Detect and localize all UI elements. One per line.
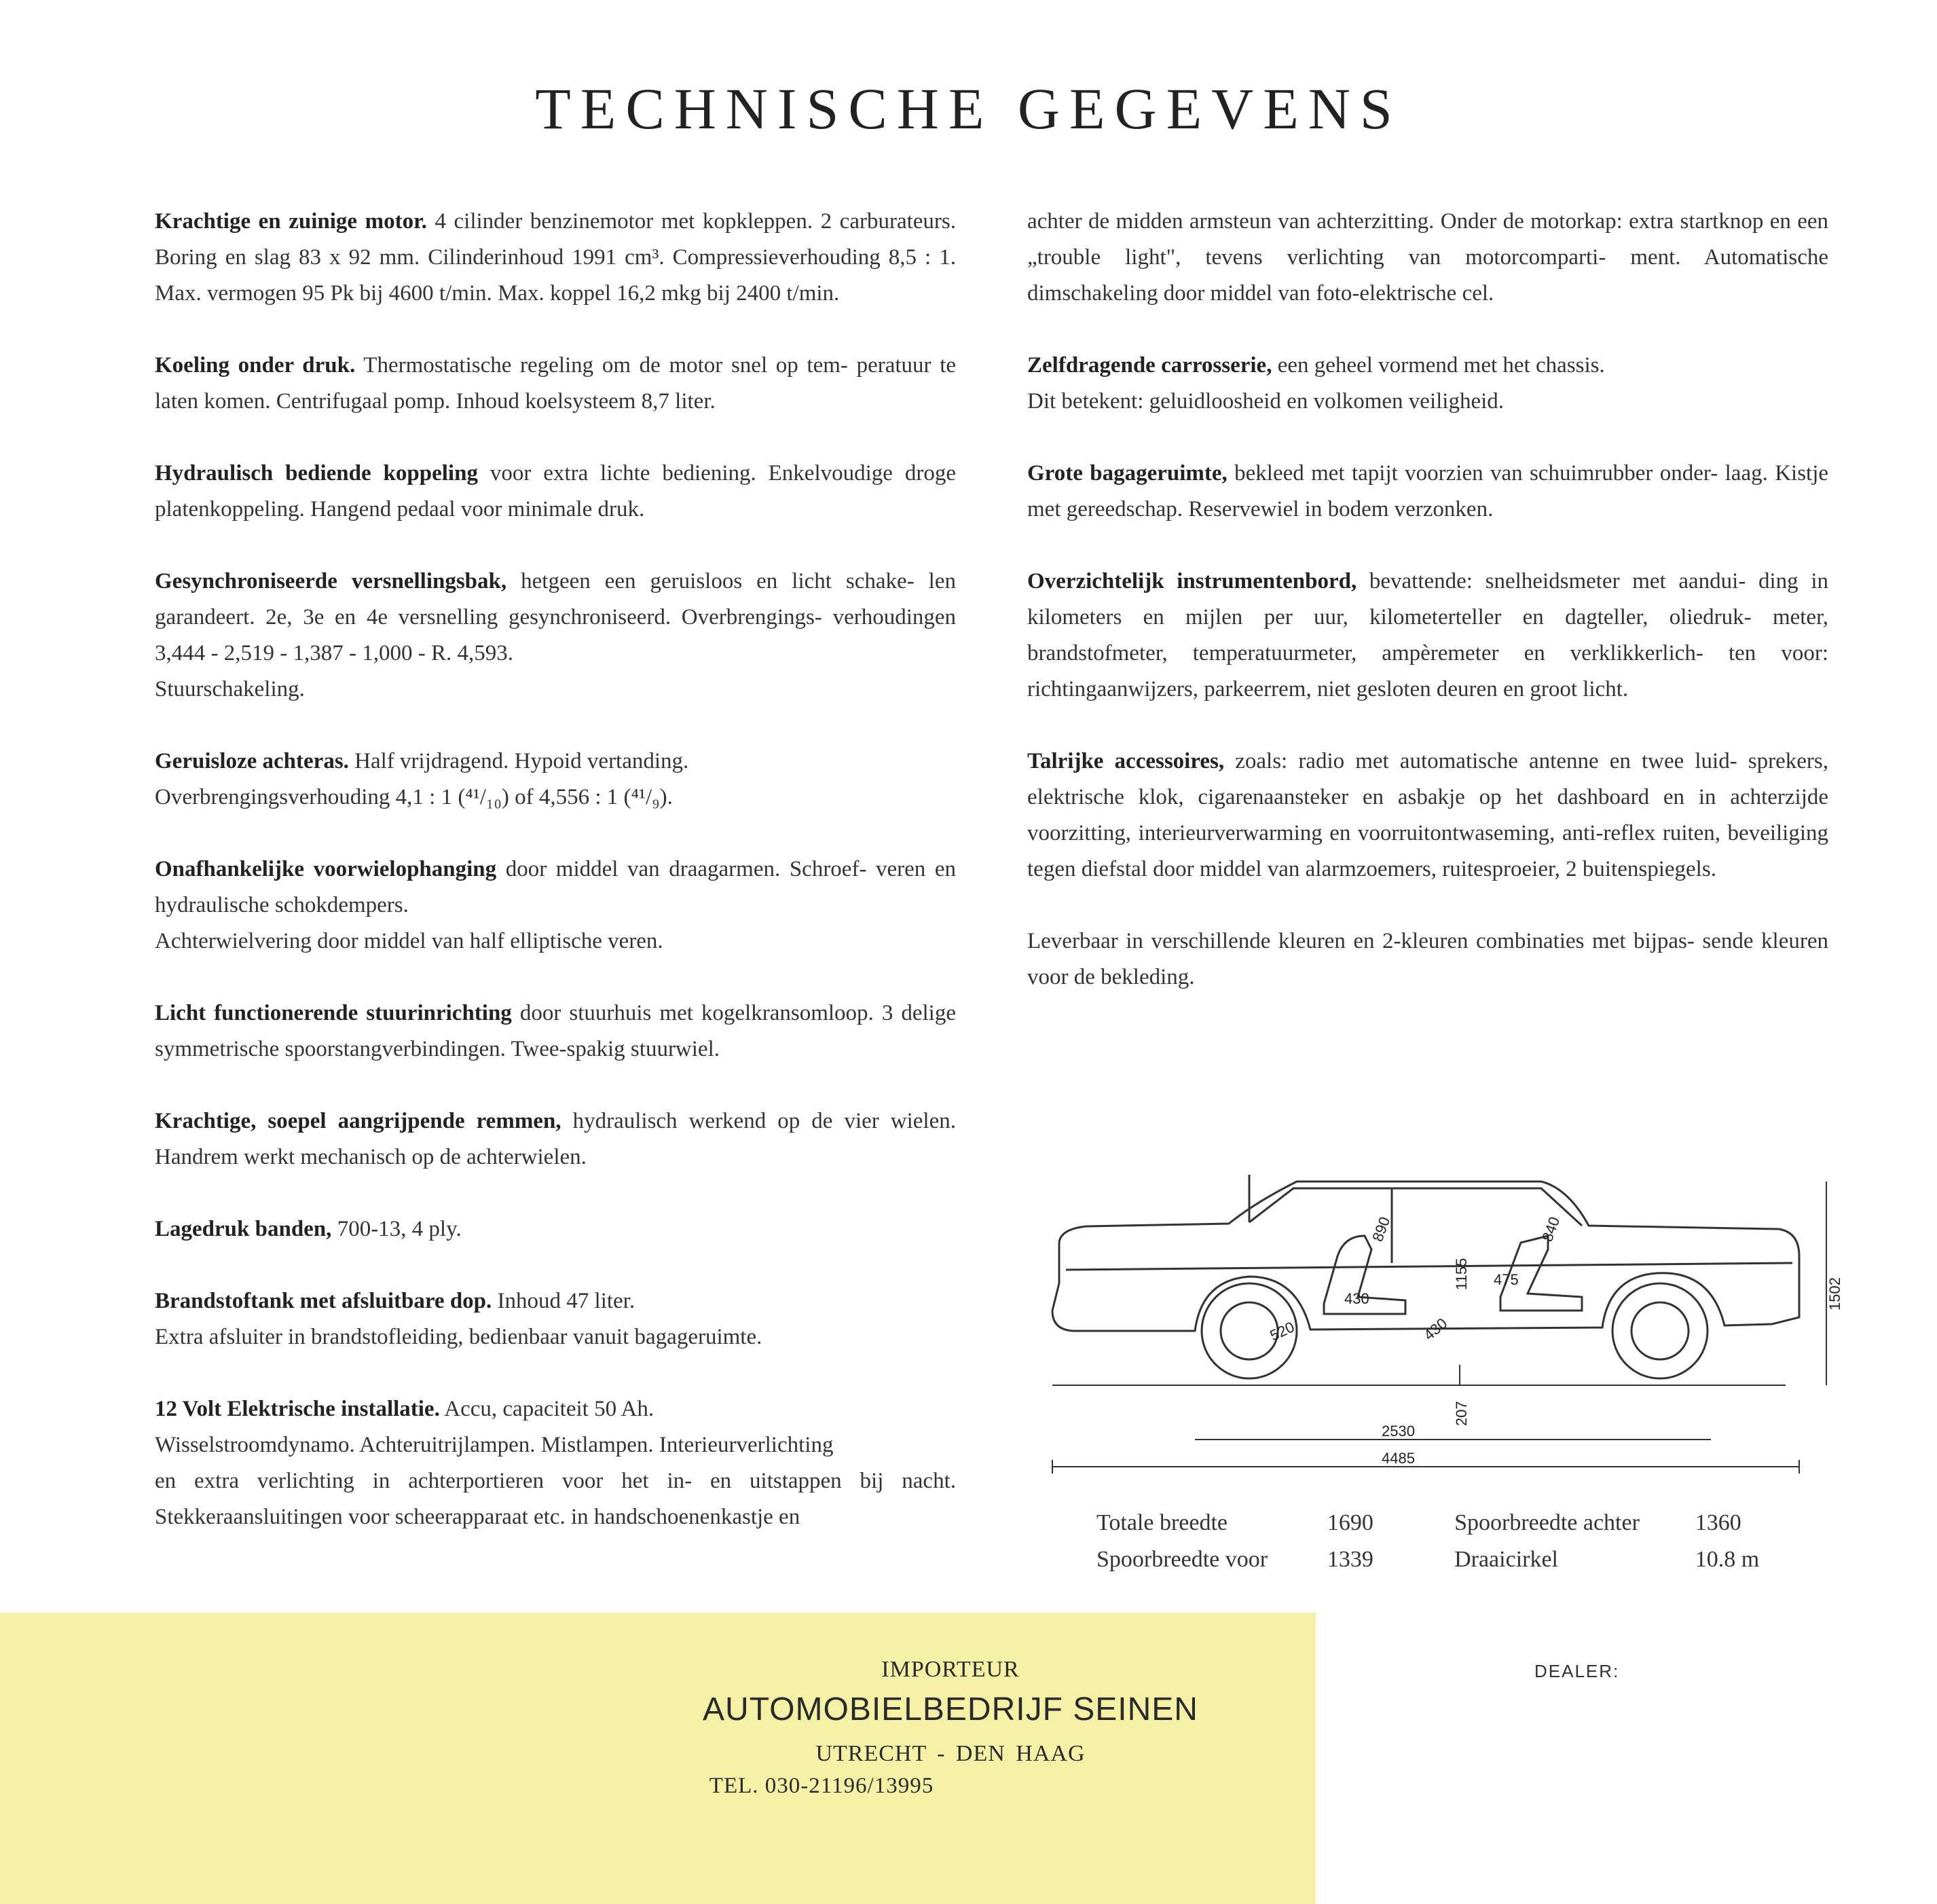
- dim-840: 840: [1538, 1214, 1564, 1244]
- dim-1155: 1155: [1453, 1258, 1470, 1290]
- dimension-specs-table: [1096, 1505, 1775, 1578]
- spec-paragraph-tyres: Lagedruk banden, 700-13, 4 ply.: [155, 1217, 462, 1241]
- dim-520: 520: [1267, 1318, 1297, 1344]
- spec-paragraph-rear-axle: Geruisloze achteras. Half vrijdragend. Hypoid vertanding. Overbrengingsverhouding 4,1 : 1 (⁴¹/₁₀) of 4,556 : 1 (⁴¹/₉).: [155, 749, 689, 809]
- right-column: [1027, 204, 1828, 1031]
- dealer-label: DEALER:: [1534, 1661, 1620, 1681]
- importer-label: IMPORTEUR: [881, 1657, 1020, 1682]
- importer-cities: UTRECHT - DEN HAAG: [815, 1741, 1086, 1766]
- spec-paragraph-clutch: Hydraulisch bediende koppeling voor extra lichte bediening. Enkelvoudige droge platenkoppeling. Hangend pedaal voor minimale druk.: [155, 461, 957, 521]
- spec-paragraph-brakes: Krachtige, soepel aangrijpende remmen, hydraulisch werkend op de vier wielen. Handrem werkt mechanisch op de achterwielen.: [155, 1109, 956, 1169]
- paragraph-heading: Lagedruk banden,: [155, 1217, 332, 1241]
- dim-475: 475: [1494, 1271, 1519, 1288]
- paragraph-heading: Gesynchroniseerde versnellingsbak,: [155, 569, 507, 593]
- spec-paragraph-body: Zelfdragende carrosserie, een geheel vormend met het chassis. Dit betekent: geluidloosheid en volkomen veiligheid.: [1027, 353, 1605, 414]
- spec-row: Totale breedte 1690 Spoorbreedte achter 1360: [1096, 1510, 1741, 1535]
- spec-paragraph-electrical-continued: achter de midden armsteun van achterzitting. Onder de motorkap: extra startknop en een „trouble light", tevens verlichting van motorcomparti- ment. Automatische dimschakeling door middel van foto-elektrische cel.: [1027, 209, 1829, 306]
- dim-430-front: 430: [1344, 1290, 1369, 1307]
- dim-430-rear: 430: [1420, 1315, 1451, 1344]
- dim-890: 890: [1369, 1214, 1394, 1244]
- dim-2530: 2530: [1382, 1423, 1415, 1440]
- dim-1502: 1502: [1826, 1277, 1843, 1311]
- spec-paragraph-suspension: Onafhankelijke voorwielophanging door middel van draagarmen. Schroef- veren en hydraulische schokdempers. Achterwielvering door middel van half elliptische veren.: [155, 857, 957, 953]
- spec-paragraph-dashboard: Overzichtelijk instrumentenbord, bevattende: snelheidsmeter met aandui- ding in kilometers en mijlen per uur, kilometerteller en dagteller, oliedruk- meter, brandstofmeter, temperatuurmeter, ampèremeter en verklikkerlich- ten voor: richtingaanwijzers, parkeerrem, niet gesloten deuren en groot licht.: [1027, 569, 1829, 701]
- paragraph-heading: Grote bagageruimte,: [1027, 461, 1228, 486]
- spec-paragraph-steering: Licht functionerende stuurinrichting door stuurhuis met kogelkransomloop. 3 delige symmetrische spoorstangverbindingen. Twee-spakig stuurwiel.: [155, 1001, 956, 1061]
- paragraph-heading: Hydraulisch bediende koppeling: [155, 461, 478, 486]
- paragraph-heading: Koeling onder druk.: [155, 353, 356, 378]
- spec-paragraph-accessories: Talrijke accessoires, zoals: radio met automatische antenne en twee luid- sprekers, elektrische klok, cigarenaansteker en asbakje op het dashboard en in achterzijde voorzitting, interieurverwarming en voorruitontwaseming, anti-reflex ruiten, beveiliging tegen diefstal door middel van alarmzoemers, ruitesproeier, 2 buitenspiegels.: [1027, 749, 1829, 881]
- spec-paragraph-colours: Leverbaar in verschillende kleuren en 2-kleuren combinaties met bijpas- sende kleuren voor de bekleding.: [1027, 929, 1828, 989]
- page-title: TECHNISCHE GEGEVENS: [535, 75, 1402, 141]
- importer-name: AUTOMOBIELBEDRIJF SEINEN: [703, 1691, 1198, 1727]
- paragraph-heading: Krachtige en zuinige motor.: [155, 209, 427, 234]
- spec-paragraph-luggage: Grote bagageruimte, bekleed met tapijt voorzien van schuimrubber onder- laag. Kistje met gereedschap. Reservewiel in bodem verzonken.: [1027, 461, 1829, 521]
- spec-paragraph-cooling: Koeling onder druk. Thermostatische regeling om de motor snel op tem- peratuur te laten komen. Centrifugaal pomp. Inhoud koelsysteem 8,7 liter.: [155, 353, 957, 414]
- spec-paragraph-motor: Krachtige en zuinige motor. 4 cilinder benzinemotor met kopkleppen. 2 carburateurs. Boring en slag 83 x 92 mm. Cilinderinhoud 1991 cm³. Compressieverhouding 8,5 : 1. Max. vermogen 95 Pk bij 4600 t/min. Max. koppel 16,2 mkg bij 2400 t/min.: [155, 209, 957, 306]
- paragraph-heading: Overzichtelijk instrumentenbord,: [1027, 569, 1357, 593]
- rear-wheel: [1612, 1283, 1708, 1378]
- spec-row: Spoorbreedte voor 1339 Draaicirkel 10.8 m: [1096, 1547, 1760, 1572]
- dim-4485: 4485: [1382, 1450, 1415, 1467]
- paragraph-heading: Krachtige, soepel aangrijpende remmen,: [155, 1109, 561, 1133]
- paragraph-heading: Talrijke accessoires,: [1027, 749, 1225, 773]
- paragraph-heading: Licht functionerende stuurinrichting: [155, 1001, 512, 1025]
- spec-paragraph-electrical: 12 Volt Elektrische installatie. Accu, capaciteit 50 Ah. Wisselstroomdynamo. Achteruitrijlampen. Mistlampen. Interieurverlichting en extra verlichting in achterportieren voor het in- en uitstappen bij nacht. Stekkeraansluitingen voor scheerapparaat etc. in handschoenenkastje en: [155, 1397, 956, 1529]
- left-column: [155, 204, 956, 1571]
- importer-phone: TEL. 030-21196/13995: [709, 1774, 934, 1798]
- car-dimension-drawing: [1025, 1161, 1860, 1501]
- paragraph-heading: Geruisloze achteras.: [155, 749, 349, 773]
- paragraph-heading: Onafhankelijke voorwielophanging: [155, 857, 497, 881]
- car-body-outline: [1052, 1182, 1799, 1331]
- paragraph-heading: 12 Volt Elektrische installatie.: [155, 1397, 440, 1421]
- paragraph-heading: Zelfdragende carrosserie,: [1027, 353, 1272, 378]
- paragraph-heading: Brandstoftank met afsluitbare dop.: [155, 1289, 492, 1313]
- spec-paragraph-gearbox: Gesynchroniseerde versnellingsbak, hetgeen een geruisloos en licht schake- len garandeert. 2e, 3e en 4e versnelling gesynchroniseerd. Overbrengings- verhoudingen 3,444 - 2,519 - 1,387 - 1,000 - R. 4,593. Stuurschakeling.: [155, 569, 957, 701]
- spec-paragraph-fuel-tank: Brandstoftank met afsluitbare dop. Inhoud 47 liter. Extra afsluiter in brandstofleiding, bedienbaar vanuit bagageruimte.: [155, 1289, 762, 1349]
- dim-207: 207: [1453, 1401, 1470, 1426]
